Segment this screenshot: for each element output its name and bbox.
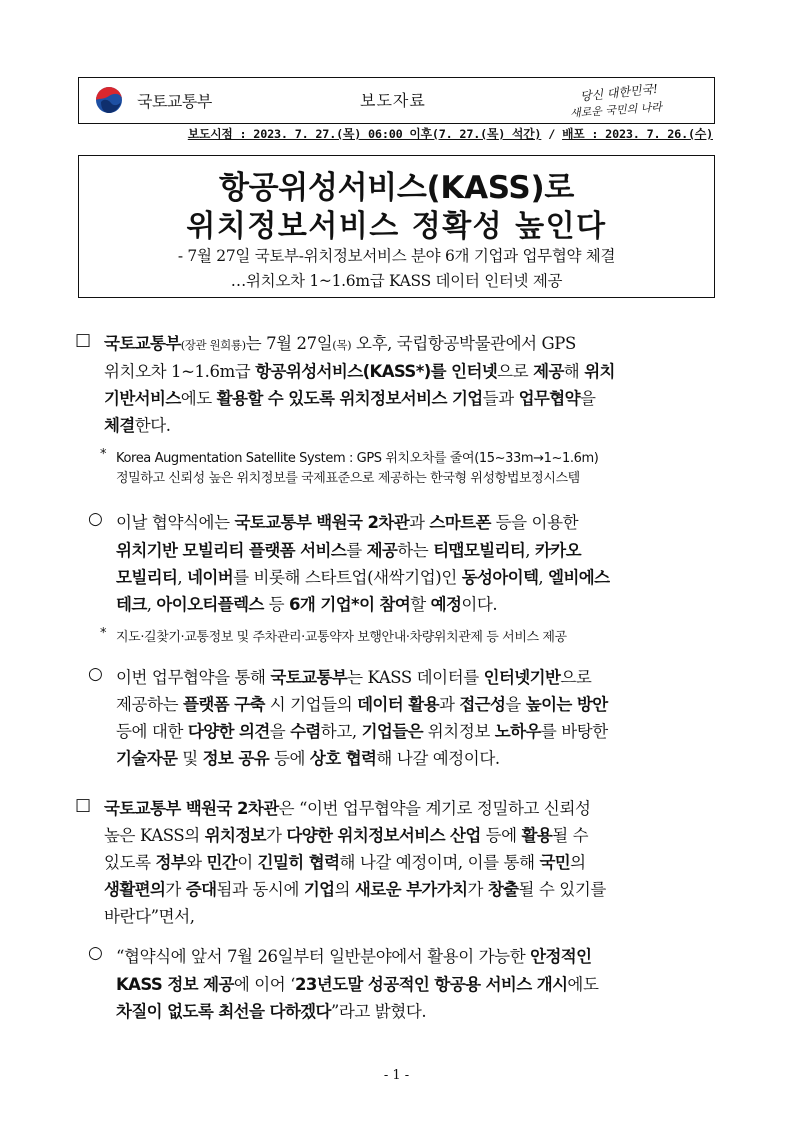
- p5-line3: 차질이 없도록 최선을 다하겠다”라고 밝혔다.: [116, 1002, 427, 1021]
- p2-line3: 모빌리티, 네이버를 비롯해 스타트업(새싹기업)인 동성아이텍, 엘비에스: [116, 568, 610, 587]
- p3-line4: 기술자문 및 정보 공유 등에 상호 협력해 나갈 예정이다.: [116, 749, 500, 768]
- ministry-logo-icon: [95, 86, 123, 114]
- embargo-time: 보도시점 : 2023. 7. 27.(목) 06:00 이후(7. 27.(목) 석간): [187, 127, 542, 141]
- p3-line1: 이번 업무협약을 통해 국토교통부는 KASS 데이터를 인터넷기반으로: [116, 668, 592, 687]
- p2-line1: 이날 협약식에는 국토교통부 백원국 2차관과 스마트폰 등을 이용한: [116, 513, 579, 532]
- p1-line4: 체결한다.: [104, 416, 171, 435]
- title-box: [78, 155, 715, 298]
- embargo-line: 보도시점 : 2023. 7. 27.(목) 06:00 이후(7. 27.(목) 석간) / 배포 : 2023. 7. 26.(수): [187, 127, 713, 141]
- subtitle-line1: - 7월 27일 국토부-위치정보서비스 분야 6개 기업과 업무협약 체결: [177, 247, 616, 265]
- p1-line3: 기반서비스에도 활용할 수 있도록 위치정보서비스 기업들과 업무협약을: [104, 389, 596, 408]
- subtitle-line2: …위치오차 1~1.6m급 KASS 데이터 인터넷 제공: [230, 272, 563, 290]
- p5-line2: KASS 정보 제공에 이어 ‘23년도말 성공적인 항공용 서비스 개시에도: [116, 975, 599, 994]
- ministry-name: 국토교통부: [137, 92, 212, 111]
- slogan-line2: 새로운 국민의 나라: [569, 100, 663, 120]
- p5-line1: “협약식에 앞서 7월 26일부터 일반분야에서 활용이 가능한 안정적인: [116, 947, 592, 966]
- title-line1: 항공위성서비스(KASS)로: [219, 170, 574, 206]
- circle-bullet: ○: [88, 509, 103, 529]
- p4-line3: 있도록 정부와 민간이 긴밀히 협력해 나갈 예정이며, 이를 통해 국민의: [104, 853, 586, 872]
- square-bullet: □: [75, 330, 92, 350]
- page-number: - 1 -: [383, 1068, 410, 1083]
- footnote-services: 지도·길찾기·교통정보 및 주차관리·교통약자 보행안내·차량위치관제 등 서비스 제공: [116, 630, 567, 645]
- p4-line2: 높은 KASS의 위치정보가 다양한 위치정보서비스 산업 등에 활용될 수: [104, 826, 589, 845]
- p4-line4: 생활편의가 증대됨과 동시에 기업의 새로운 부가가치가 창출될 수 있기를: [104, 880, 606, 899]
- document-type: 보도자료: [360, 91, 426, 110]
- footnote-kass-line2: 정밀하고 신뢰성 높은 위치정보를 국제표준으로 제공하는 한국형 위성항법보정시스템: [116, 471, 580, 486]
- p2-line4: 테크, 아이오티플렉스 등 6개 기업*이 참여할 예정이다.: [116, 595, 498, 614]
- release-date: 배포 : 2023. 7. 26.(수): [562, 127, 713, 141]
- slogan-handwriting: [566, 80, 688, 120]
- footnote-kass-line1: Korea Augmentation Satellite System : GPS 위치오차를 줄여(15~33m→1~1.6m): [116, 451, 599, 466]
- title-line2: 위치정보서비스 정확성 높인다: [186, 209, 607, 244]
- slogan-line1: 당신 대한민국!: [579, 81, 659, 104]
- p1-line2: 위치오차 1~1.6m급 항공위성서비스(KASS*)를 인터넷으로 제공해 위치: [104, 362, 615, 381]
- footnote-kass-star: *: [100, 447, 107, 462]
- footnote-services-star: *: [100, 626, 107, 641]
- p1-line1: 국토교통부(장관 원희룡)는 7월 27일(목) 오후, 국립항공박물관에서 GPS: [104, 334, 576, 353]
- square-bullet: □: [75, 795, 92, 815]
- circle-bullet: ○: [88, 664, 103, 684]
- p4-line5: 바란다”면서,: [104, 907, 195, 926]
- circle-bullet: ○: [88, 943, 103, 963]
- p2-line2: 위치기반 모빌리티 플랫폼 서비스를 제공하는 티맵모빌리티, 카카오: [116, 541, 581, 560]
- p4-line1: 국토교통부 백원국 2차관은 “이번 업무협약을 계기로 정밀하고 신뢰성: [104, 799, 591, 818]
- p3-line2: 제공하는 플랫폼 구축 시 기업들의 데이터 활용과 접근성을 높이는 방안: [116, 695, 608, 714]
- p3-line3: 등에 대한 다양한 의견을 수렴하고, 기업들은 위치정보 노하우를 바탕한: [116, 722, 608, 741]
